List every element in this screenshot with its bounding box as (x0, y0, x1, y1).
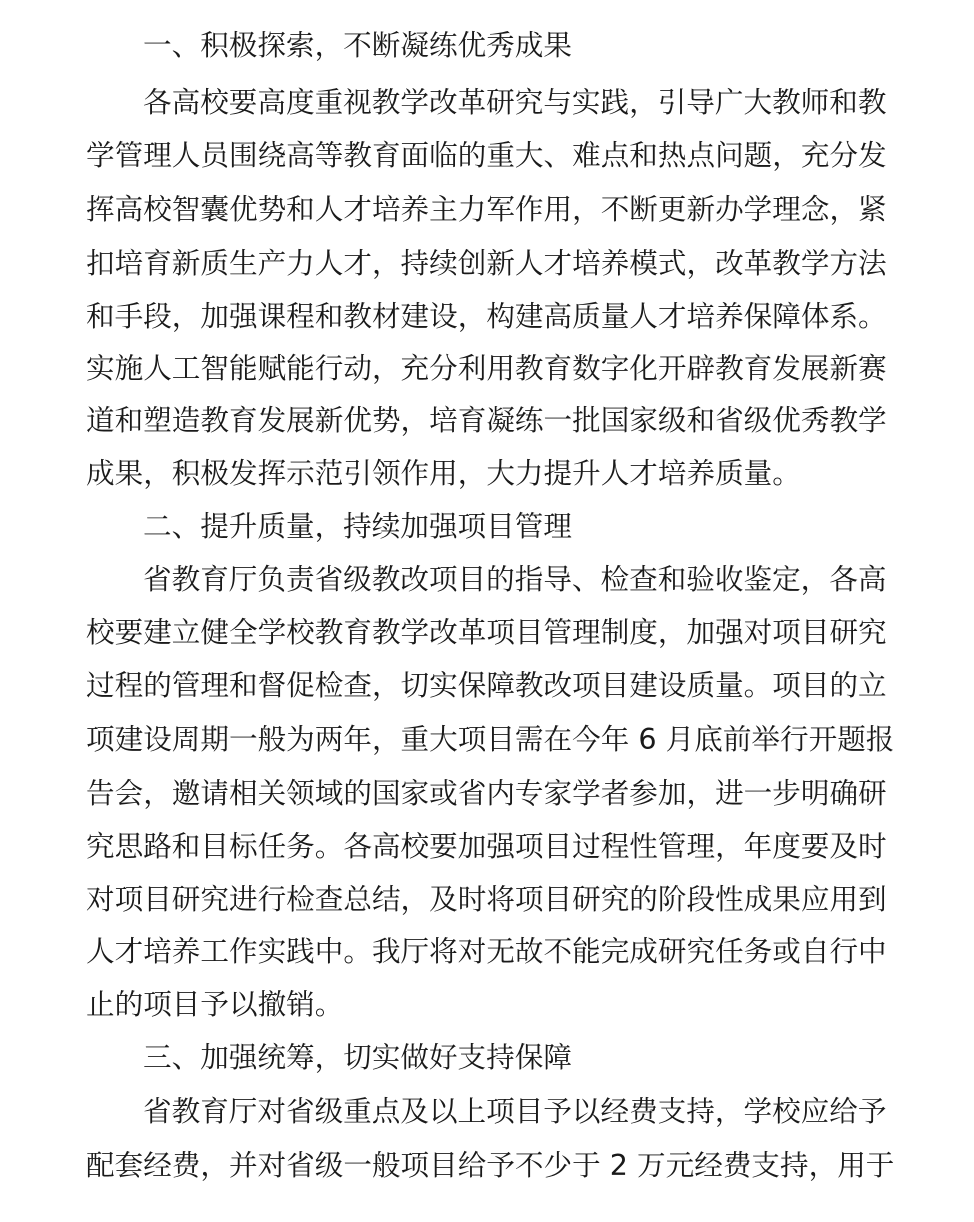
paragraph-line: 项建设周期一般为两年，重大项目需在今年 6 月底前举行开题报 (86, 722, 895, 756)
section-heading-1: 一、积极探索，不断凝练优秀成果 (143, 28, 572, 62)
paragraph-line: 对项目研究进行检查总结，及时将项目研究的阶段性成果应用到 (86, 882, 887, 916)
paragraph-line: 过程的管理和督促检查，切实保障教改项目建设质量。项目的立 (86, 668, 887, 702)
paragraph-line: 究思路和目标任务。各高校要加强项目过程性管理，年度要及时 (86, 829, 887, 863)
paragraph-line: 告会，邀请相关领域的国家或省内专家学者参加，进一步明确研 (86, 776, 887, 810)
paragraph-line: 道和塑造教育发展新优势，培育凝练一批国家级和省级优秀教学 (86, 403, 887, 437)
paragraph-line: 省教育厅对省级重点及以上项目予以经费支持，学校应给予 (143, 1094, 887, 1128)
paragraph-line: 配套经费，并对省级一般项目给予不少于 2 万元经费支持，用于 (86, 1148, 895, 1182)
paragraph-line: 扣培育新质生产力人才，持续创新人才培养模式，改革教学方法 (86, 246, 887, 280)
paragraph-line: 和手段，加强课程和教材建设，构建高质量人才培养保障体系。 (86, 299, 887, 333)
paragraph-line: 各高校要高度重视教学改革研究与实践，引导广大教师和教 (143, 85, 887, 119)
paragraph-line: 成果，积极发挥示范引领作用，大力提升人才培养质量。 (86, 456, 801, 490)
paragraph-line: 学管理人员围绕高等教育面临的重大、难点和热点问题，充分发 (86, 138, 887, 172)
paragraph-line: 省教育厅负责省级教改项目的指导、检查和验收鉴定，各高 (143, 562, 887, 596)
section-heading-3: 三、加强统筹，切实做好支持保障 (143, 1040, 572, 1074)
paragraph-line: 人才培养工作实践中。我厅将对无故不能完成研究任务或自行中 (86, 934, 887, 968)
paragraph-line: 实施人工智能赋能行动，充分利用教育数字化开辟教育发展新赛 (86, 351, 887, 385)
paragraph-line: 挥高校智囊优势和人才培养主力军作用，不断更新办学理念，紧 (86, 192, 887, 226)
paragraph-line: 止的项目予以撤销。 (86, 987, 344, 1021)
section-heading-2: 二、提升质量，持续加强项目管理 (143, 509, 572, 543)
paragraph-line: 校要建立健全学校教育教学改革项目管理制度，加强对项目研究 (86, 615, 887, 649)
